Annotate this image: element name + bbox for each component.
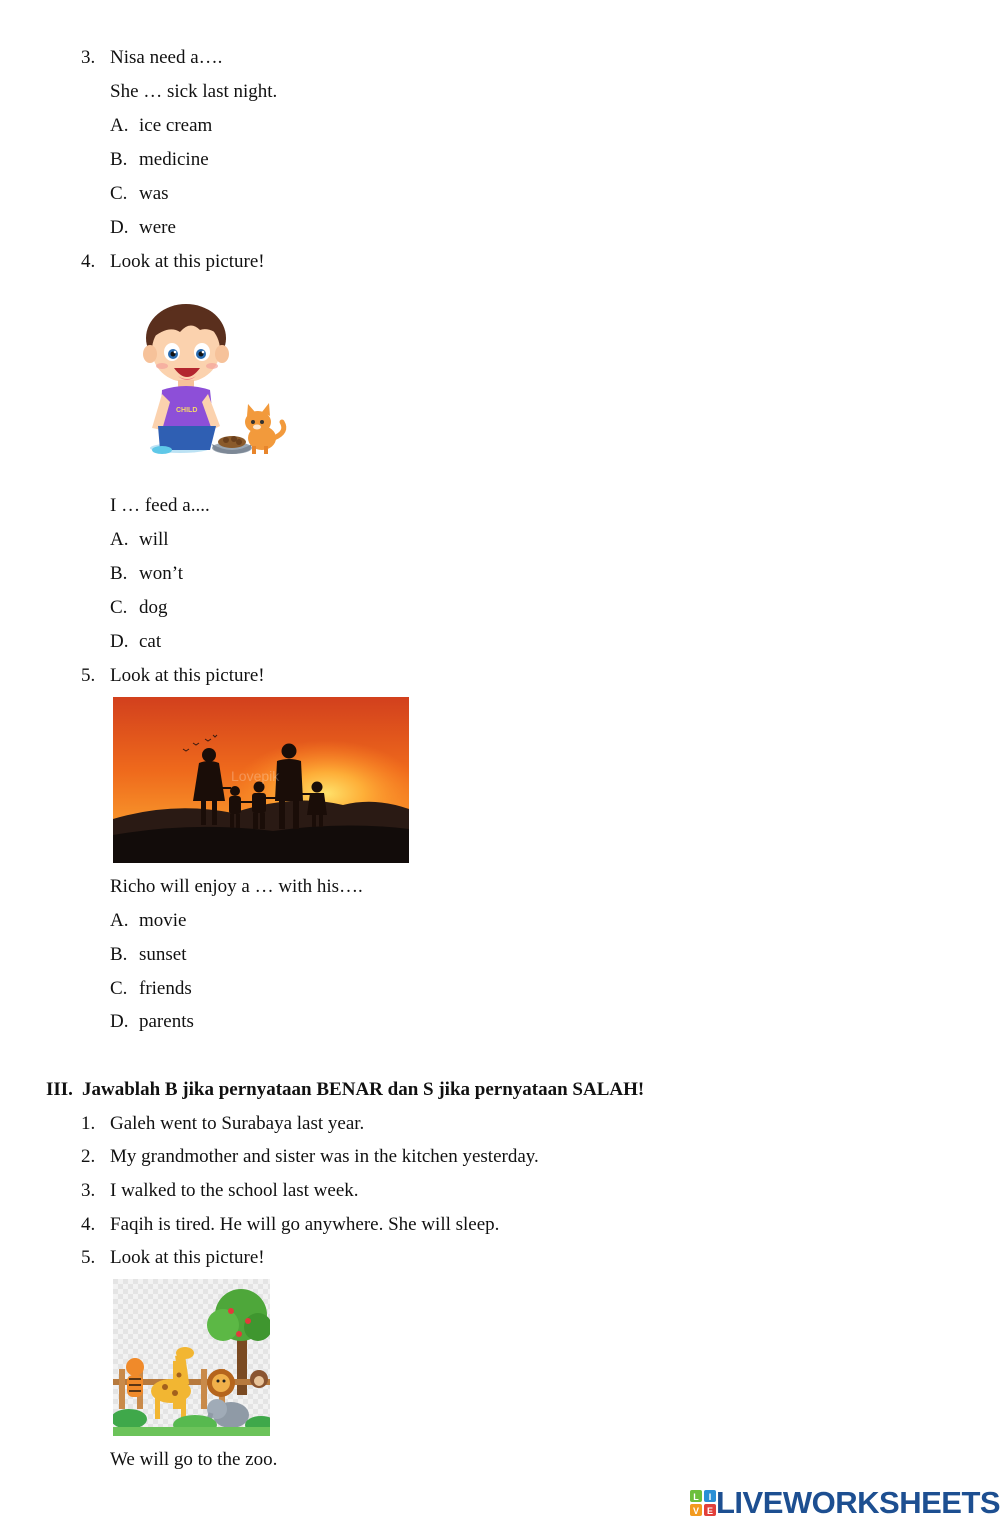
q5-option-c-letter: C. [110, 978, 128, 999]
family-sunset-picture [113, 697, 409, 863]
section-3-number: III. [46, 1079, 73, 1100]
q4-option-b-letter: B. [110, 563, 128, 584]
q4-option-d-letter: D. [110, 631, 129, 652]
q4-option-c-letter: C. [110, 597, 128, 618]
q5-option-d: parents [139, 1011, 194, 1032]
q5-option-d-letter: D. [110, 1011, 129, 1032]
svg-text:L: L [693, 1492, 699, 1502]
statement-2-number: 2. [81, 1146, 96, 1167]
statement-4: Faqih is tired. He will go anywhere. She will sleep. [110, 1214, 500, 1235]
boy-feeding-cat-picture [140, 298, 290, 463]
svg-text:E: E [706, 1506, 714, 1516]
q5-option-b: sunset [139, 944, 187, 965]
statement-1-number: 1. [81, 1113, 96, 1134]
q3-option-a: ice cream [139, 115, 213, 136]
q3-option-a-letter: A. [110, 115, 129, 136]
statement-2: My grandmother and sister was in the kitchen yesterday. [110, 1146, 539, 1167]
statement-5: Look at this picture! [110, 1247, 265, 1268]
logo-tiles-icon [690, 1490, 716, 1516]
q3-option-d-letter: D. [110, 217, 129, 238]
shirt-text: CHILD [176, 407, 198, 414]
q3-option-d: were [139, 217, 176, 238]
question-3-sentence: She … sick last night. [110, 81, 278, 102]
question-4-sentence: I … feed a.... [110, 495, 210, 516]
statement-3-number: 3. [81, 1180, 96, 1201]
watermark-text: Lovepik [231, 768, 280, 784]
q4-option-c: dog [139, 597, 168, 618]
question-4-text: Look at this picture! [110, 251, 265, 272]
statement-3: I walked to the school last week. [110, 1180, 359, 1201]
q4-option-a-letter: A. [110, 529, 129, 550]
question-5-sentence: Richo will enjoy a … with his…. [110, 876, 363, 897]
last-sentence: We will go to the zoo. [110, 1449, 278, 1470]
q3-option-c: was [139, 183, 169, 204]
zoo-animals-picture [113, 1279, 270, 1436]
q5-option-c: friends [139, 978, 192, 999]
statement-4-number: 4. [81, 1214, 96, 1235]
q4-option-a: will [139, 529, 169, 550]
question-5-number: 5. [81, 665, 96, 686]
liveworksheets-logo [690, 1485, 1000, 1521]
logo-text: LIVEWORKSHEETS [716, 1485, 1000, 1520]
question-4-number: 4. [81, 251, 96, 272]
q5-option-a: movie [139, 910, 187, 931]
q3-option-b: medicine [139, 149, 209, 170]
q3-option-b-letter: B. [110, 149, 128, 170]
svg-text:V: V [692, 1506, 700, 1516]
q4-option-b: won’t [139, 563, 183, 584]
q3-option-c-letter: C. [110, 183, 128, 204]
section-3-instruction: Jawablah B jika pernyataan BENAR dan S jika pernyataan SALAH! [82, 1079, 645, 1100]
svg-text:I: I [708, 1492, 712, 1502]
question-5-text: Look at this picture! [110, 665, 265, 686]
statement-1: Galeh went to Surabaya last year. [110, 1113, 365, 1134]
question-3-text: Nisa need a…. [110, 47, 223, 68]
q4-option-d: cat [139, 631, 162, 652]
q5-option-b-letter: B. [110, 944, 128, 965]
statement-5-number: 5. [81, 1247, 96, 1268]
q5-option-a-letter: A. [110, 910, 129, 931]
question-3-number: 3. [81, 47, 96, 68]
